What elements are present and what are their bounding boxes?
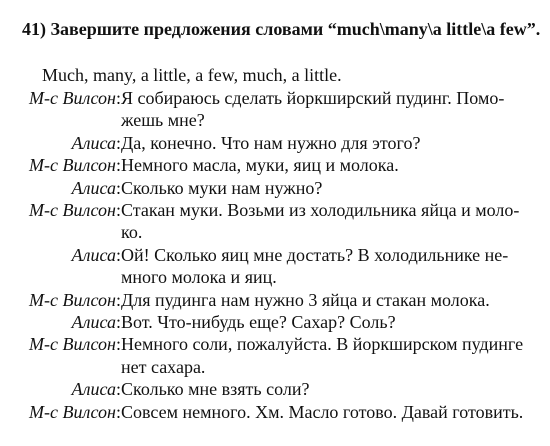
speaker-name: М-с Вилсон:: [28, 199, 121, 220]
dialog-speech: Совсем немного. Хм. Масло готово. Давай готовить.: [121, 401, 524, 422]
speaker-name: Алиса:: [71, 379, 121, 400]
dialog-speech: Стакан муки. Возьми из холодильника яйца и моло- ко.: [121, 199, 520, 243]
dialog-line: [0, 401, 550, 423]
dialog-speech: Да, конечно. Что нам нужно для этого?: [121, 132, 421, 153]
speaker-name: М-с Вилсон:: [28, 88, 121, 108]
dialog-speech: Немного соли, пожалуйста. В йоркширском пудинге нет сахара.: [121, 334, 524, 377]
dialog-line: [0, 311, 550, 333]
dialog-speech: Вот. Что-нибудь еще? Сахар? Соль?: [121, 311, 396, 332]
dialog-line: [0, 199, 550, 244]
dialog-speech: Сколько муки нам нужно?: [121, 177, 323, 198]
dialog-speech: Для пудинга нам нужно 3 яйца и стакан молока.: [121, 289, 490, 310]
speaker-name: Алиса:: [71, 132, 121, 153]
dialog-line: [0, 87, 550, 132]
dialog-speech: Сколько мне взять соли?: [121, 379, 310, 400]
speaker-name: М-с Вилсон:: [28, 334, 121, 355]
dialog-speech: Ой! Сколько яиц мне достать? В холодильнике не- много молока и яиц.: [121, 244, 509, 288]
dialog-line: [0, 378, 550, 400]
dialog-line: [0, 333, 550, 378]
dialog-speech: Немного масла, муки, яиц и молока.: [121, 155, 399, 176]
dialog-speech: Я собираюсь сделать йоркширский пудинг. Помо- жешь мне?: [121, 88, 505, 131]
speaker-name: М-с Вилсон:: [28, 401, 121, 422]
exercise-heading: 41) Завершите предложения словами “much\many\a little\a few”.: [22, 19, 541, 39]
answer-word-list: Much, many, a little, a few, much, a little.: [42, 65, 342, 85]
dialog-line: [0, 132, 550, 154]
dialog: [0, 87, 550, 423]
dialog-line: [0, 177, 550, 199]
dialog-line: [0, 244, 550, 289]
speaker-name: М-с Вилсон:: [28, 155, 121, 176]
speaker-name: М-с Вилсон:: [28, 289, 121, 310]
dialog-line: [0, 154, 550, 176]
speaker-name: Алиса:: [71, 311, 121, 332]
speaker-name: Алиса:: [71, 177, 121, 198]
dialog-line: [0, 289, 550, 311]
speaker-name: Алиса:: [71, 244, 121, 265]
